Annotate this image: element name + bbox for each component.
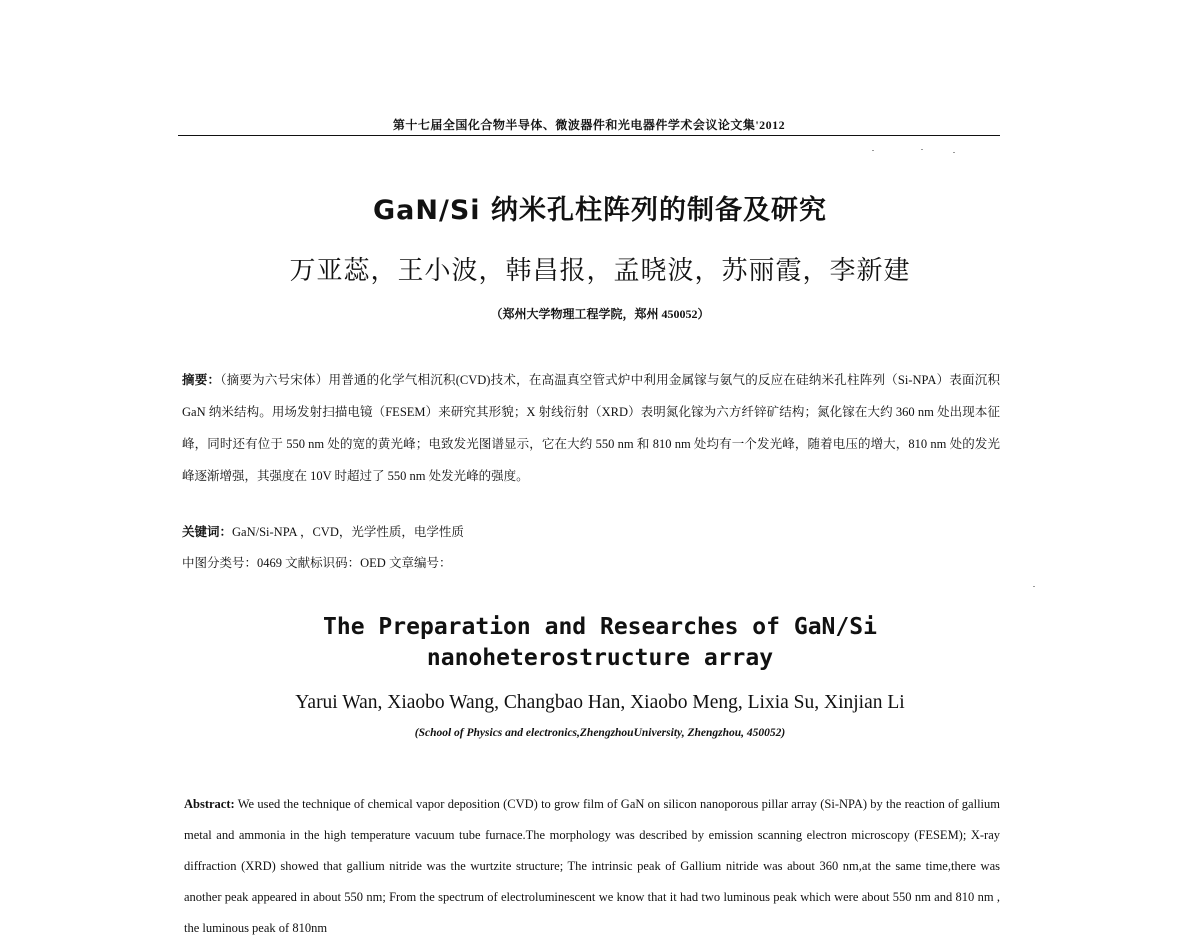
english-title [0,612,1200,674]
chinese-keywords-label: 关键词： [182,525,233,539]
header-rule [178,135,1000,136]
english-title-line-1: The Preparation and Researches of GaN/Si [323,614,877,640]
chinese-abstract [182,364,1000,492]
scan-speck [921,149,923,150]
scan-speck [953,152,955,153]
english-abstract [184,789,1000,944]
classification-line: 中图分类号：0469 文献标识码：OED 文章编号： [182,556,452,570]
chinese-title: GaN/Si 纳米孔柱阵列的制备及研究 [373,195,827,226]
scan-speck [1033,586,1035,587]
chinese-keywords-text: GaN/Si-NPA ，CVD，光学性质，电学性质 [232,525,464,539]
chinese-authors: 万亚蕊，王小波，韩昌报，孟晓波，苏丽霞，李新建 [289,256,911,285]
scan-speck [872,150,874,151]
english-title-line-2: nanoheterostructure array [426,645,774,671]
chinese-keywords [182,522,1000,540]
english-authors: Yarui Wan, Xiaobo Wang, Changbao Han, Xiaobo Meng, Lixia Su, Xinjian Li [295,692,905,713]
running-header: 第十七届全国化合物半导体、微波器件和光电器件学术会议论文集'2012 [392,118,786,132]
chinese-affiliation: （郑州大学物理工程学院，郑州 450052） [490,307,710,321]
chinese-abstract-label: 摘要： [182,373,221,387]
english-abstract-label: Abstract: [184,797,235,811]
english-affiliation: (School of Physics and electronics,ZhengzhouUniversity, Zhengzhou, 450052) [414,727,786,739]
chinese-abstract-text: （摘要为六号宋体）用普通的化学气相沉积(CVD)技术，在高温真空管式炉中利用金属镓与氨气的反应在硅纳米孔柱阵列（Si-NPA）表面沉积 GaN 纳米结构。用场发射扫描电镜（FESEM）来研究其形貌；X 射线衍射（XRD）表明氮化镓为六方纤锌矿结构；氮化镓在大约 360 nm 处出现本征峰，同时还有位于 550 nm 处的宽的黄光峰；电致发光图谱显示，它在大约 550 nm 和 810 nm 处均有一个发光峰，随着电压的增大，810 nm 处的发光峰逐渐增强，其强度在 10V 时超过了 550 nm 处发光峰的强度。 [182,373,1000,483]
english-abstract-text: We used the technique of chemical vapor deposition (CVD) to grow film of GaN on silicon nanoporous pillar array (Si-NPA) by the reaction of gallium metal and ammonia in the high temperature vacuum tube furnace.The morphology was described by emission scanning electron microscopy (FESEM); X-ray diffraction (XRD) showed that gallium nitride was the wurtzite structure; The intrinsic peak of Gallium nitride was about 360 nm,at the same time,there was another peak appeared in about 550 nm; From the spectrum of electroluminescent we know that it had two luminous peak which were about 550 nm and 810 nm , the luminous peak of 810nm [184,797,1000,935]
